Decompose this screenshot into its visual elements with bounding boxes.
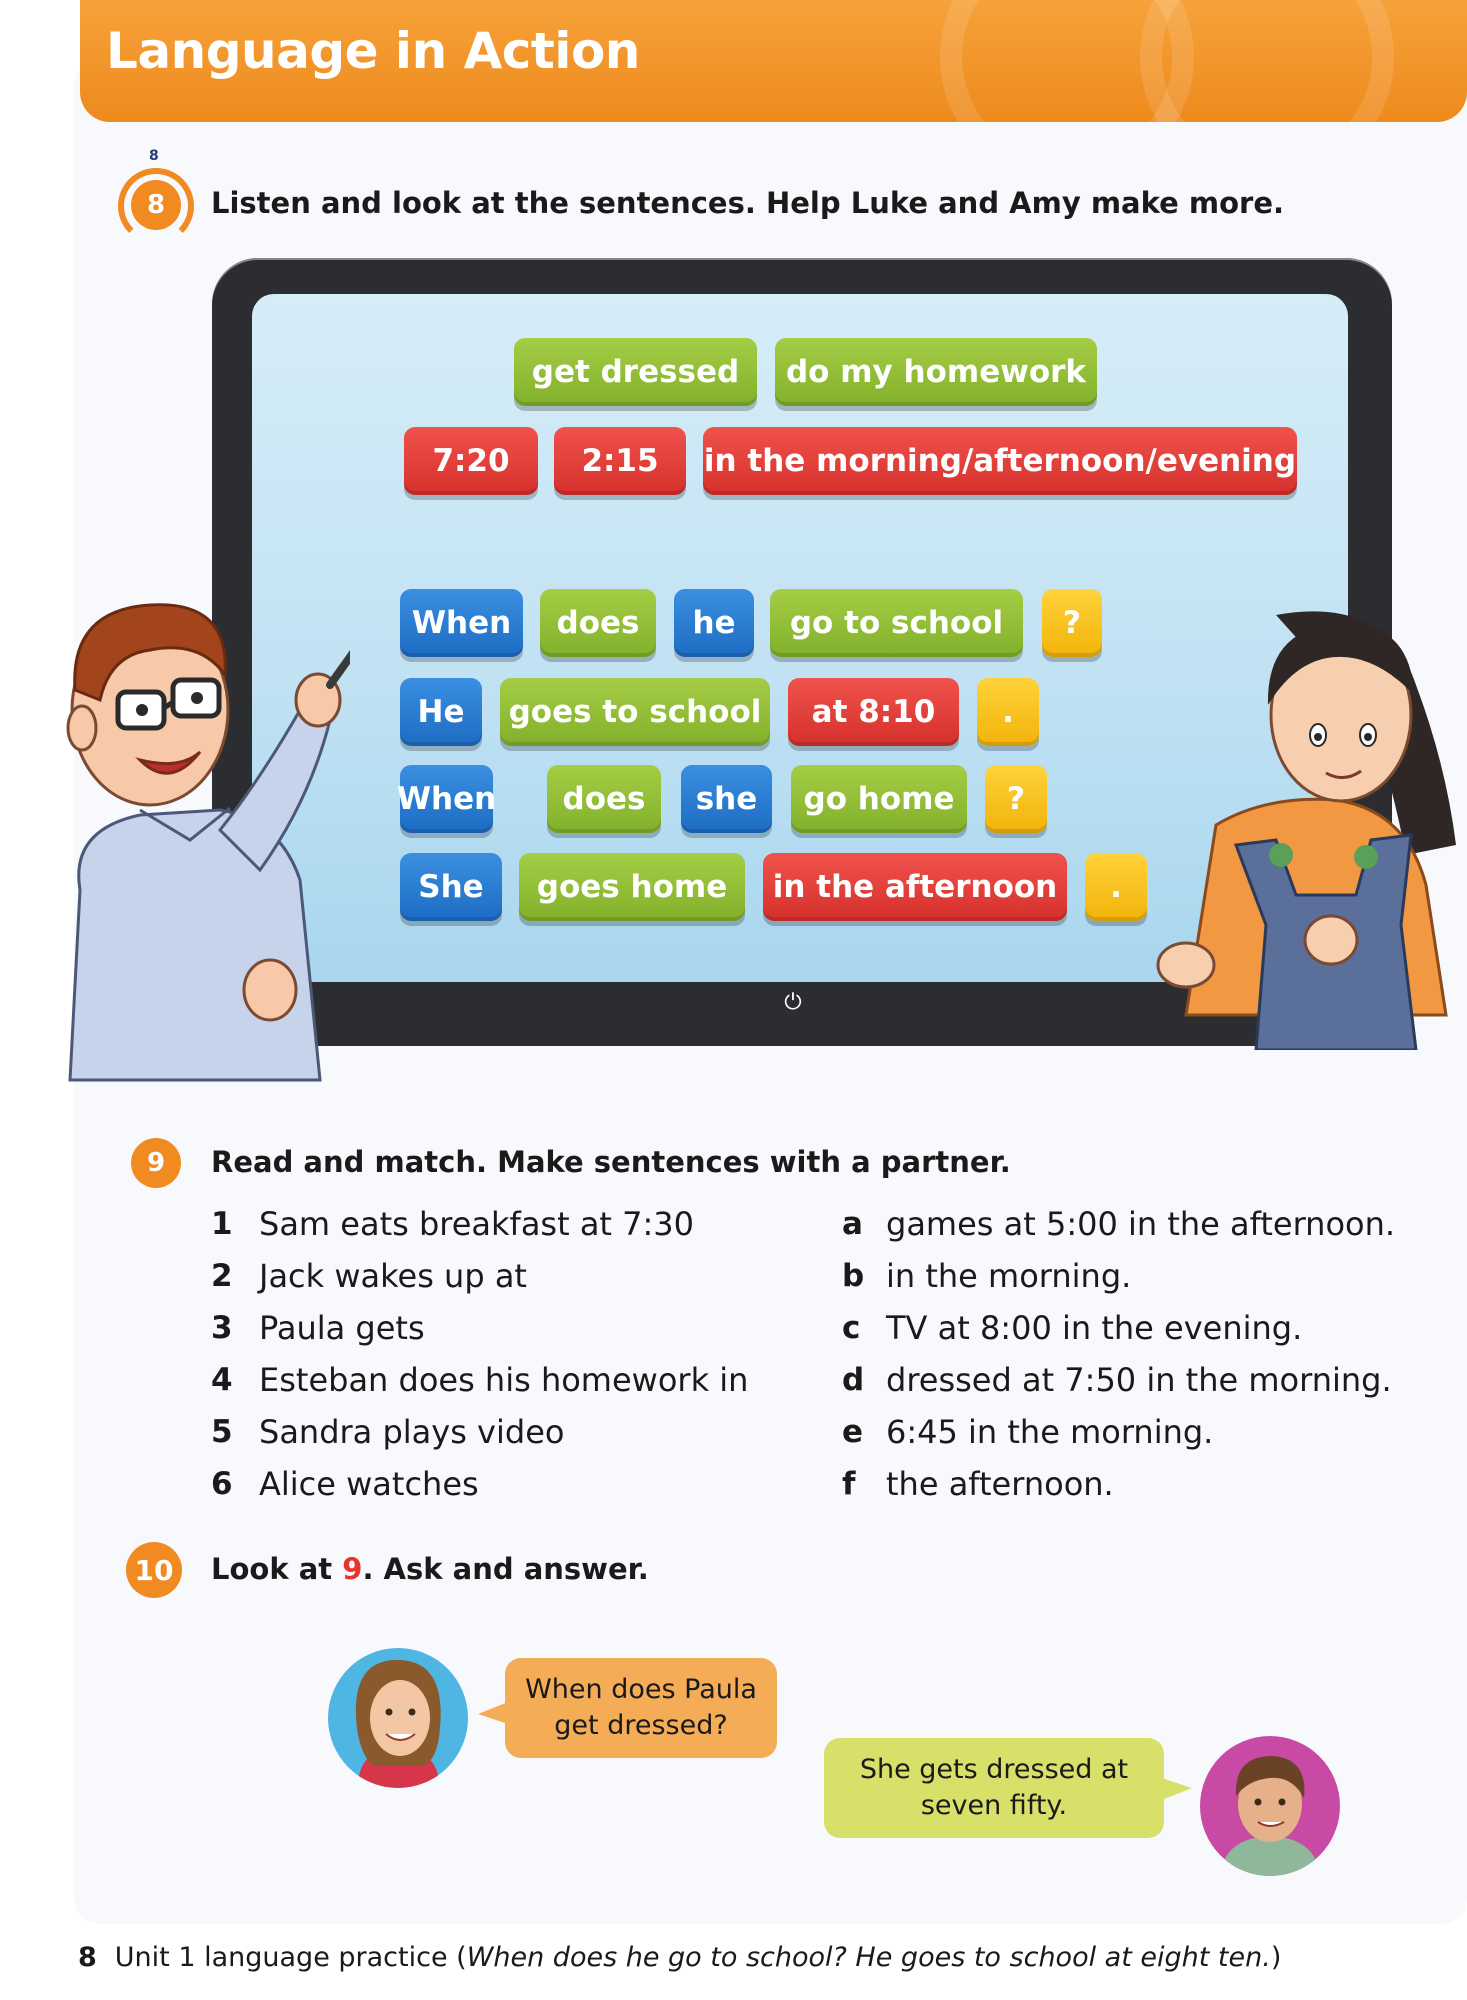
- exercise-9-instruction: Read and match. Make sentences with a partner.: [211, 1145, 1011, 1179]
- match-right-item: in the morning.: [886, 1257, 1132, 1295]
- match-left-item: Jack wakes up at: [259, 1257, 527, 1295]
- amy-illustration: [1156, 595, 1467, 1050]
- header-bar: [80, 0, 1467, 122]
- match-left-item: Alice watches: [259, 1465, 479, 1503]
- match-right-item: dressed at 7:50 in the morning.: [886, 1361, 1392, 1399]
- match-right-item: TV at 8:00 in the evening.: [886, 1309, 1303, 1347]
- match-right-item: games at 5:00 in the afternoon.: [886, 1205, 1396, 1243]
- match-key: 5: [211, 1414, 233, 1450]
- word-tile[interactable]: ?: [1042, 589, 1102, 657]
- match-key: c: [842, 1310, 861, 1346]
- word-tile[interactable]: she: [681, 765, 772, 833]
- word-tile[interactable]: He: [400, 678, 482, 746]
- exercise-badge-9: 9: [131, 1138, 181, 1188]
- word-tile[interactable]: 7:20: [404, 427, 538, 495]
- page-footer: [78, 1942, 1281, 1973]
- word-tile[interactable]: do my homework: [775, 338, 1097, 406]
- word-tile[interactable]: goes home: [519, 853, 745, 921]
- word-tile[interactable]: in the afternoon: [763, 853, 1067, 921]
- exercise-badge-8: 8: [131, 180, 181, 230]
- footer-close: ): [1270, 1942, 1282, 1973]
- bubble-tail: [478, 1698, 508, 1728]
- speech-bubble-question: [505, 1658, 777, 1758]
- match-right-item: the afternoon.: [886, 1465, 1114, 1503]
- match-key: 4: [211, 1362, 233, 1398]
- page-number: 8: [78, 1942, 97, 1973]
- word-tile[interactable]: at 8:10: [788, 678, 959, 746]
- bubble-text: When does Paula get dressed?: [525, 1674, 757, 1741]
- match-key: 1: [211, 1206, 233, 1242]
- match-key: b: [842, 1258, 865, 1294]
- word-tile[interactable]: When: [400, 589, 523, 657]
- match-key: 6: [211, 1466, 233, 1502]
- boy-photo: [1200, 1736, 1340, 1876]
- track-number: 8: [149, 148, 159, 164]
- page-title: Language in Action: [106, 22, 640, 80]
- match-key: a: [842, 1206, 863, 1242]
- word-tile[interactable]: ?: [985, 765, 1047, 833]
- word-tile[interactable]: does: [540, 589, 656, 657]
- word-tile[interactable]: goes to school: [500, 678, 770, 746]
- word-tile[interactable]: go to school: [770, 589, 1023, 657]
- globe-icon: [1140, 0, 1394, 122]
- match-left-item: Esteban does his homework in: [259, 1361, 749, 1399]
- bubble-tail: [1162, 1774, 1192, 1804]
- match-key: 3: [211, 1310, 233, 1346]
- bubble-text: She gets dressed at seven fifty.: [859, 1754, 1129, 1821]
- instruction-text: Look at: [211, 1552, 343, 1586]
- match-left-item: Paula gets: [259, 1309, 425, 1347]
- footer-text: Unit 1 language practice (: [114, 1942, 467, 1973]
- word-tile[interactable]: get dressed: [514, 338, 757, 406]
- exercise-8-instruction: Listen and look at the sentences. Help Luke and Amy make more.: [211, 186, 1285, 220]
- match-key: f: [842, 1466, 856, 1502]
- word-tile[interactable]: go home: [791, 765, 967, 833]
- exercise-badge-10: 10: [126, 1542, 182, 1598]
- match-key: d: [842, 1362, 865, 1398]
- word-tile[interactable]: She: [400, 853, 502, 921]
- match-right-item: 6:45 in the morning.: [886, 1413, 1214, 1451]
- instruction-text: . Ask and answer.: [362, 1552, 649, 1586]
- footer-example: When does he go to school? He goes to school at eight ten.: [466, 1942, 1271, 1973]
- word-tile[interactable]: does: [547, 765, 661, 833]
- word-tile[interactable]: .: [1085, 853, 1147, 921]
- word-tile[interactable]: .: [977, 678, 1039, 746]
- match-left-item: Sandra plays video: [259, 1413, 565, 1451]
- exercise-reference: 9: [342, 1552, 363, 1586]
- luke-illustration: [30, 580, 350, 1090]
- word-tile[interactable]: he: [674, 589, 754, 657]
- speech-bubble-answer: [824, 1738, 1164, 1838]
- match-key: e: [842, 1414, 864, 1450]
- power-icon[interactable]: ⏻: [784, 990, 802, 1015]
- girl-photo: [328, 1648, 468, 1788]
- word-tile[interactable]: in the morning/afternoon/evening: [703, 427, 1297, 495]
- word-tile[interactable]: 2:15: [554, 427, 686, 495]
- match-left-item: Sam eats breakfast at 7:30: [259, 1205, 694, 1243]
- word-tile[interactable]: When: [400, 765, 493, 833]
- exercise-10-instruction: [211, 1552, 649, 1586]
- match-key: 2: [211, 1258, 233, 1294]
